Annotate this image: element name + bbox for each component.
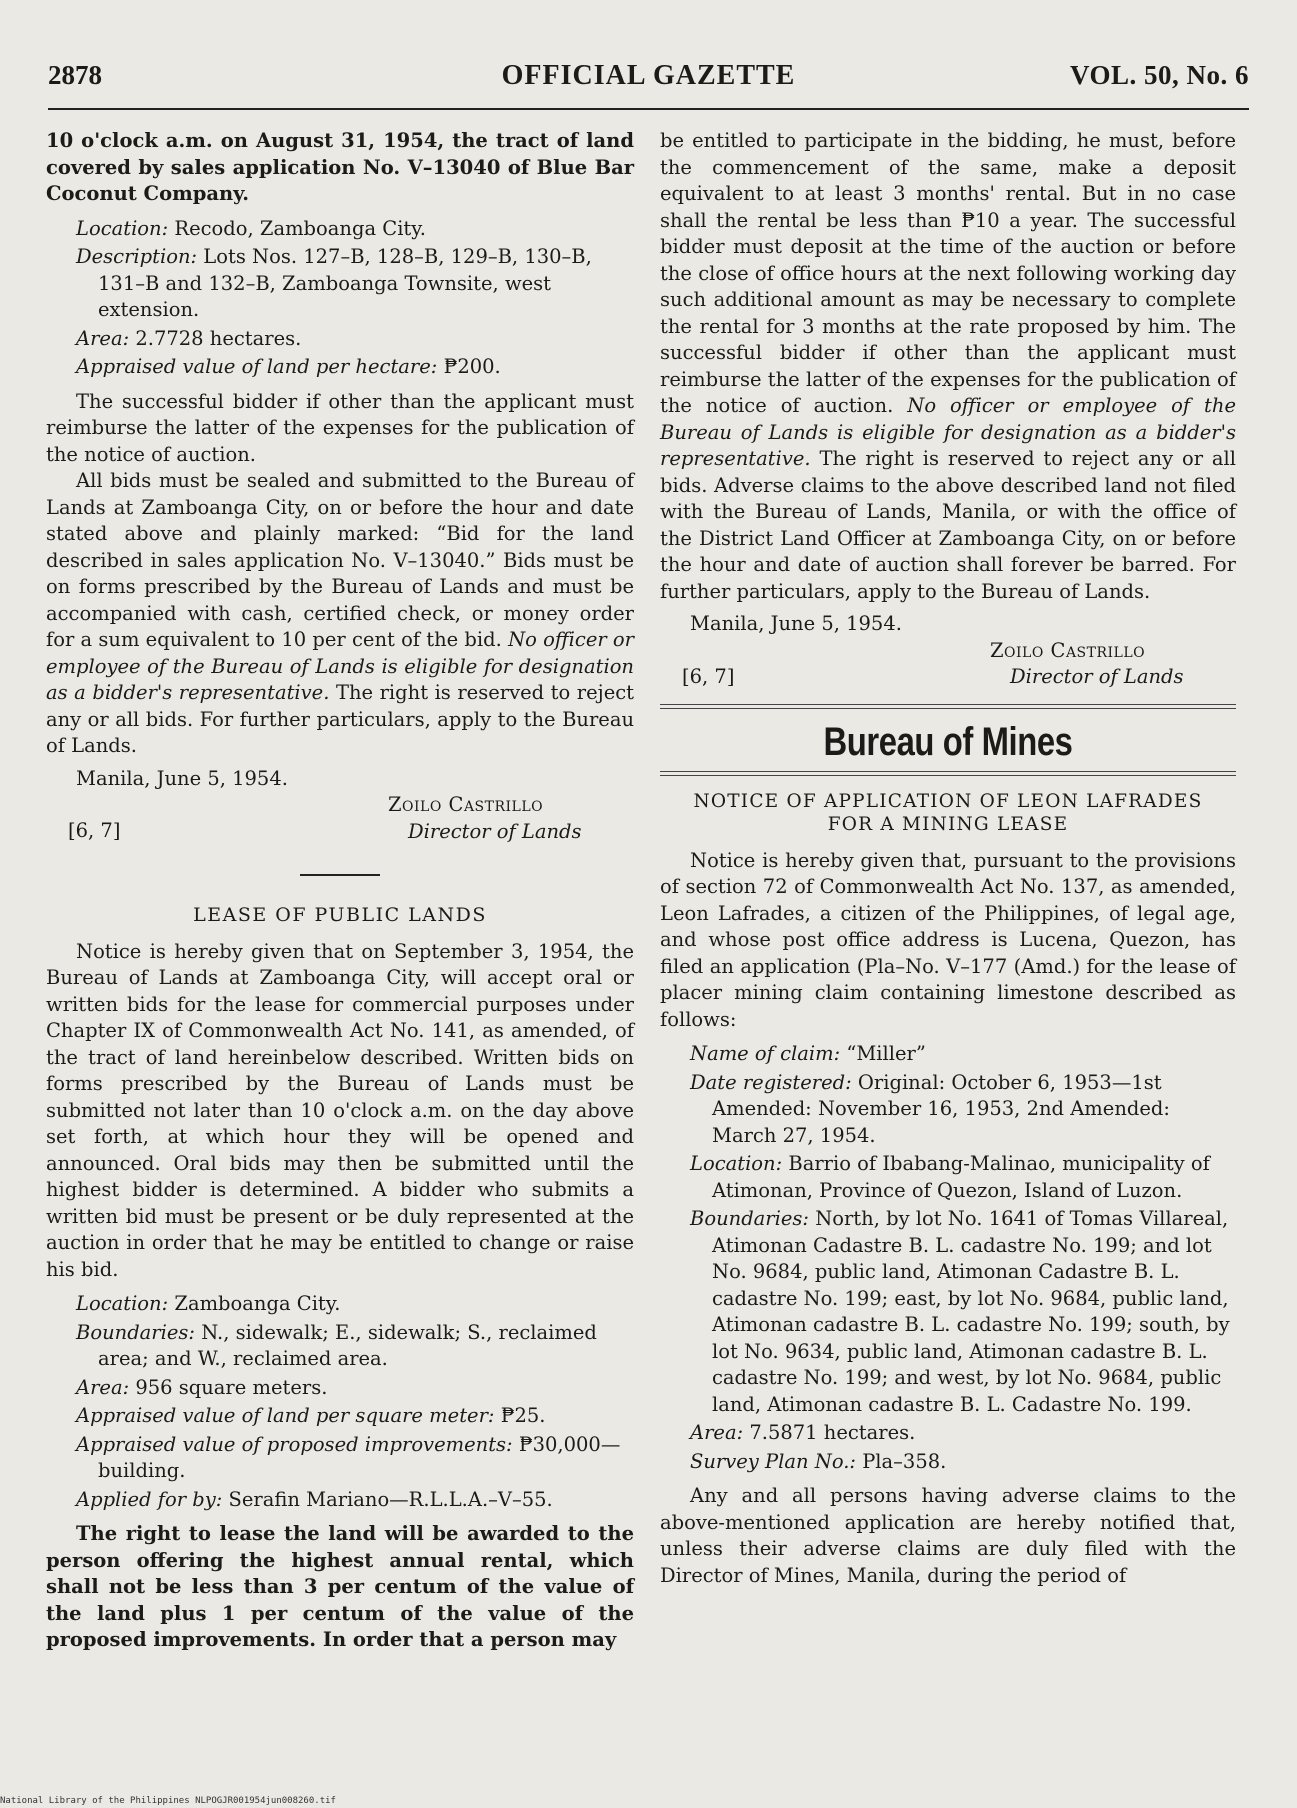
scan-footer: National Library of the Philippines NLPOGJR001954jun008260.tif xyxy=(0,1796,336,1806)
lease-paragraph: Notice is hereby given that on September 3, 1954, the Bureau of Lands at Zamboanga City, will accept oral or written bids for the lease for commercial purposes under Chapter IX of Commonwealth Act No. 141, as amended, of the tract of land hereinbelow described. Written bids on forms prescribed by the Bureau of Lands must be submitted not later than 10 o'clock a.m. on the day above set forth, at which hour they will be opened and announced. Oral bids may then be submitted until the highest bidder is determined. A bidder who submits a written bid must be present or be duly represented at the auction in order that he may be entitled to change or raise his bid. xyxy=(46,939,634,1281)
sales-intro: 10 o'clock a.m. on August 31, 1954, the tract of land covered by sales application No. V–13040 of Blue Bar Coconut Company. xyxy=(46,129,634,205)
lease-continuation: be entitled to participate in the bidding, he must, before the commencement of the same, make a deposit equivalent to at least 3 months' rental. But in no case shall the rental be less than ₱10 a year. The successful bidder must deposit at the time of the auction or before the close of office hours at the next following working day such additional amount as may be necessary to complete the rental for 3 months at the rate proposed by him. The successful bidder if other than the applicant must reimburse the latter of the expenses for the publication of the notice of auction. No officer or employee of the Bureau of Lands is eligible for designation as a bidder's representative. The right is reserved to reject any or all bids. Adverse claims to the above described land not filed with the Bureau of Lands, Manila, or with the office of the District Land Officer at Zamboanga City, on or before the hour and date of auction shall forever be barred. For further particulars, apply to the Bureau of Lands. xyxy=(660,129,1236,603)
signatory-title: Director of Lands xyxy=(408,819,582,843)
volume-number: VOL. 50, No. 6 xyxy=(1070,60,1249,90)
right-column xyxy=(660,128,1236,1589)
publication-title: OFFICIAL GAZETTE xyxy=(501,60,796,91)
detail-item: Appraised value of land per hectare: ₱200. xyxy=(76,355,501,378)
detail-item: Survey Plan No.: Pla–358. xyxy=(690,1449,947,1473)
left-column xyxy=(46,128,634,1654)
section-divider xyxy=(660,771,1236,776)
detail-item: Location: Barrio of Ibabang-Malinao, municipality of Atimonan, Province of Quezon, Island of Luzon. xyxy=(690,1152,1210,1202)
signatory-name: Zoilo Castrillo xyxy=(388,793,544,816)
notice-paragraph: Notice is hereby given that, pursuant to the provisions of section 72 of Commonwealth Act No. 137, as amended, Leon Lafrades, a citizen of the Philippines, of legal age, and whose post office address is Lucena, Quezon, has filed an application (Pla–No. V–177 (Amd.) for the lease of placer mining claim containing limestone described as follows: xyxy=(660,848,1236,1031)
detail-item: Location: Zamboanga City. xyxy=(76,1292,341,1315)
detail-item: Area: 7.5871 hectares. xyxy=(690,1421,916,1444)
detail-item: Date registered: Original: October 6, 1953—1st Amended: November 16, 1953, 2nd Amended: March 27, 1954. xyxy=(690,1070,1170,1147)
detail-item: Area: 956 square meters. xyxy=(76,1375,328,1399)
reimburse-paragraph: The successful bidder if other than the applicant must reimburse the latter of the expenses for the publication of the notice of auction. xyxy=(46,389,634,466)
sales-details xyxy=(46,216,634,381)
detail-item: Description: Lots Nos. 127–B, 128–B, 129–B, 130–B, 131–B and 132–B, Zamboanga Townsite, west extension. xyxy=(76,245,592,321)
section-divider xyxy=(300,874,380,876)
signature-block xyxy=(660,638,1236,690)
issue-code: [6, 7] xyxy=(682,664,735,688)
signatory-name: Zoilo Castrillo xyxy=(990,638,1146,662)
section-divider xyxy=(660,704,1236,709)
lease-details xyxy=(46,1291,634,1513)
bids-paragraph: All bids must be sealed and submitted to the Bureau of Lands at Zamboanga City, on or before the hour and date stated above and plainly marked: “Bid for the land described in sales application No. V–13040.” Bids must be on forms prescribed by the Bureau of Lands and must be accompanied with cash, certified check, or money order for a sum equivalent to 10 per cent of the bid. No officer or employee of the Bureau of Lands is eligible for designation as a bidder's representative. The right is reserved to reject any or all bids. For further particulars, apply to the Bureau of Lands. xyxy=(46,469,634,757)
lease-heading: LEASE OF PUBLIC LANDS xyxy=(193,904,487,926)
dateline: Manila, June 5, 1954. xyxy=(690,612,902,635)
claim-details xyxy=(660,1041,1236,1475)
adverse-claims-paragraph: Any and all persons having adverse claims to the above-mentioned application are hereby notified that, unless their adverse claims are duly filed with the Director of Mines, Manila, during the period of xyxy=(660,1484,1236,1587)
lease-award-paragraph: The right to lease the land will be awarded to the person offering the highest annual rental, which shall not be less than 3 per centum of the value of the land plus 1 per centum of the value of the proposed improvements. In order that a person may xyxy=(46,1522,634,1651)
detail-item: Boundaries: North, by lot No. 1641 of Tomas Villareal, Atimonan Cadastre B. L. cadastre No. 199; and lot No. 9684, public land, Atimonan Cadastre B. L. cadastre No. 199; east, by lot No. 9684, public land, Atimonan cadastre B. L. cadastre No. 199; south, by lot No. 9634, public land, Atimonan cadastre B. L. cadastre No. 199; and west, by lot No. 9684, public land, Atimonan cadastre B. L. Cadastre No. 199. xyxy=(690,1207,1230,1416)
detail-item: Name of claim: “Miller” xyxy=(690,1042,926,1065)
bureau-heading: Bureau of Mines xyxy=(823,719,1073,764)
notice-heading: NOTICE OF APPLICATION OF LEON LAFRADES FOR A MINING LEASE xyxy=(693,790,1203,835)
detail-item: Appraised value of land per square meter: ₱25. xyxy=(76,1404,546,1427)
dateline: Manila, June 5, 1954. xyxy=(76,766,288,790)
detail-item: Area: 2.7728 hectares. xyxy=(76,326,302,350)
signature-block xyxy=(46,792,634,844)
detail-item: Location: Recodo, Zamboanga City. xyxy=(76,216,426,240)
detail-item: Appraised value of proposed improvements: ₱30,000—building. xyxy=(76,1432,621,1482)
page-number: 2878 xyxy=(48,60,102,90)
signatory-title: Director of Lands xyxy=(1010,665,1184,688)
page-header xyxy=(48,60,1249,108)
header-rule xyxy=(48,108,1249,110)
issue-code: [6, 7] xyxy=(68,819,121,842)
detail-item: Applied for by: Serafin Mariano—R.L.L.A.–V–55. xyxy=(76,1487,553,1511)
detail-item: Boundaries: N., sidewalk; E., sidewalk; S., reclaimed area; and W., reclaimed area. xyxy=(76,1320,597,1370)
